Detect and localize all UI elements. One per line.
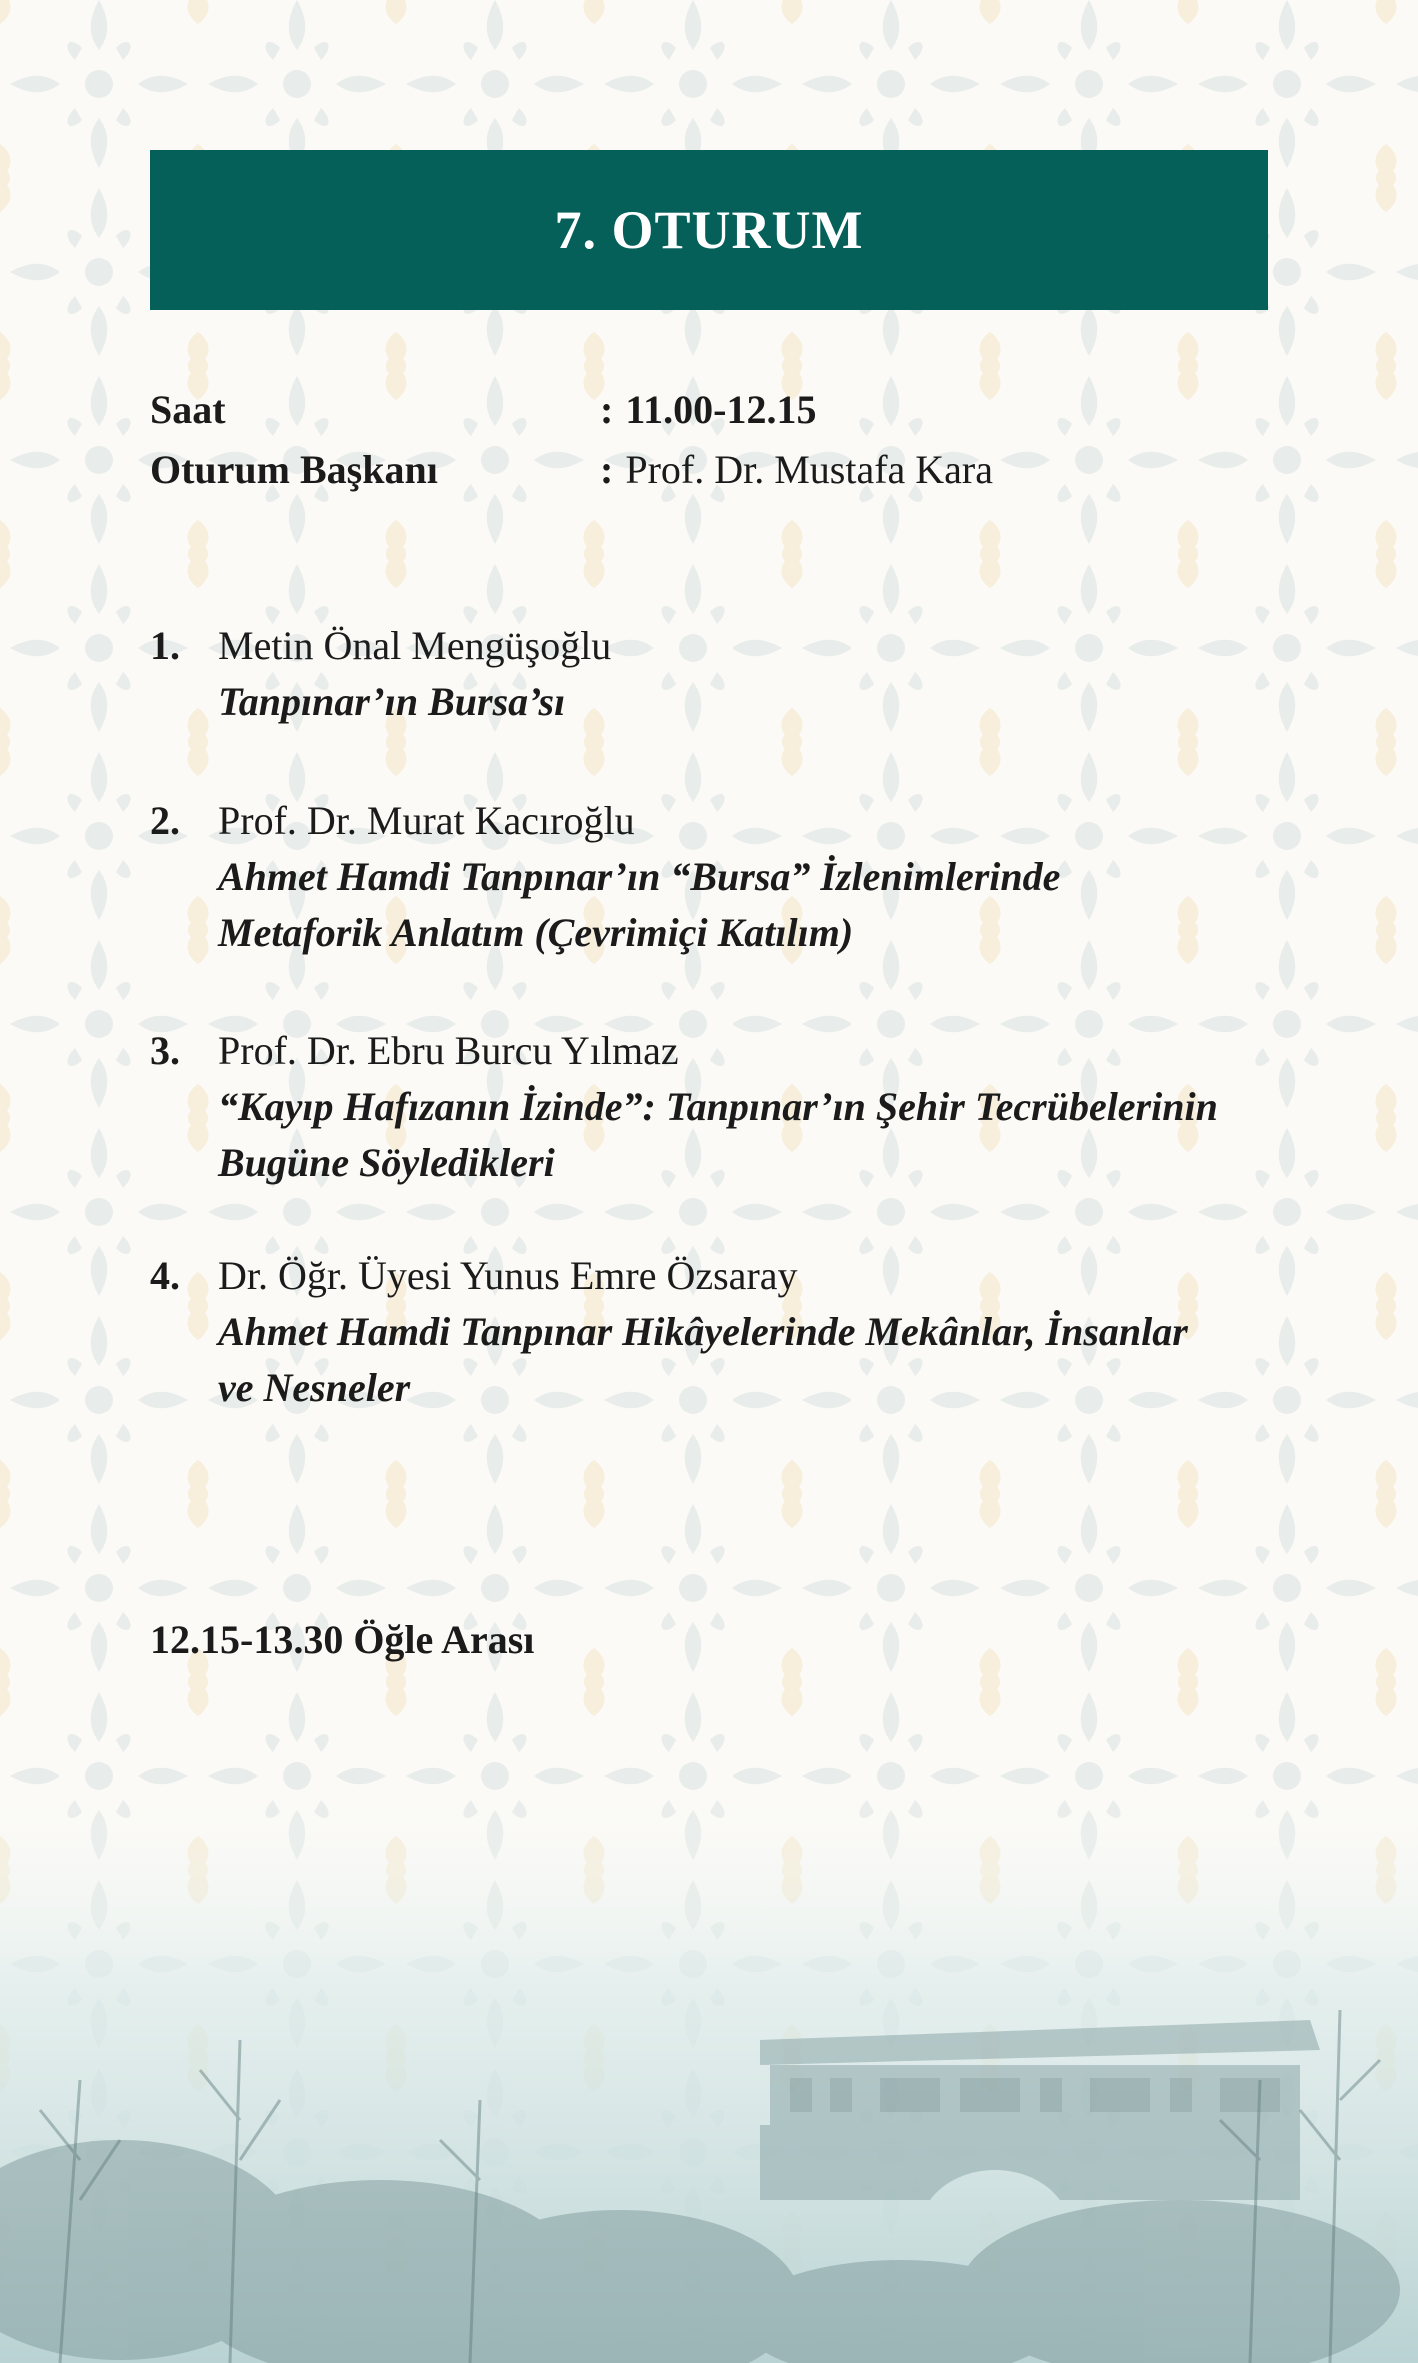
paper-title: Ahmet Hamdi Tanpınar’ın “Bursa” İzlenimlerinde <box>218 854 1061 899</box>
session-meta <box>150 380 1268 500</box>
paper-item <box>150 793 1268 961</box>
chair-label: Oturum Başkanı <box>150 447 438 492</box>
paper-number: 1. <box>150 623 180 668</box>
time-row <box>150 380 1268 440</box>
paper-item <box>150 618 1268 730</box>
paper-body <box>218 1023 1268 1191</box>
paper-number: 2. <box>150 798 180 843</box>
session-title: 7. OTURUM <box>554 200 864 260</box>
paper-item <box>150 1248 1268 1416</box>
session-header-banner <box>150 150 1268 310</box>
paper-number: 4. <box>150 1253 180 1298</box>
paper-title: ve Nesneler <box>218 1365 411 1410</box>
paper-title: Metaforik Anlatım (Çevrimiçi Katılım) <box>218 910 854 955</box>
paper-number: 3. <box>150 1028 180 1073</box>
time-separator: : <box>600 387 614 432</box>
paper-author: Metin Önal Mengüşoğlu <box>218 623 612 668</box>
chair-separator: : <box>600 447 614 492</box>
paper-item <box>150 1023 1268 1191</box>
paper-body <box>218 793 1268 961</box>
paper-author: Prof. Dr. Murat Kacıroğlu <box>218 798 635 843</box>
paper-title: “Kayıp Hafızanın İzinde”: Tanpınar’ın Şehir Tecrübelerinin <box>218 1084 1218 1129</box>
time-value: 11.00-12.15 <box>625 387 817 432</box>
paper-body <box>218 618 1268 730</box>
paper-title: Ahmet Hamdi Tanpınar Hikâyelerinde Mekânlar, İnsanlar <box>218 1309 1188 1354</box>
paper-title: Bugüne Söyledikleri <box>218 1140 555 1185</box>
paper-title: Tanpınar’ın Bursa’sı <box>218 679 566 724</box>
time-label: Saat <box>150 387 226 432</box>
paper-body <box>218 1248 1268 1416</box>
paper-author: Prof. Dr. Ebru Burcu Yılmaz <box>218 1028 679 1073</box>
paper-author: Dr. Öğr. Üyesi Yunus Emre Özsaray <box>218 1253 798 1298</box>
chair-row <box>150 440 1268 500</box>
lunch-break: 12.15-13.30 Öğle Arası <box>150 1617 535 1662</box>
chair-value: Prof. Dr. Mustafa Kara <box>625 447 994 492</box>
